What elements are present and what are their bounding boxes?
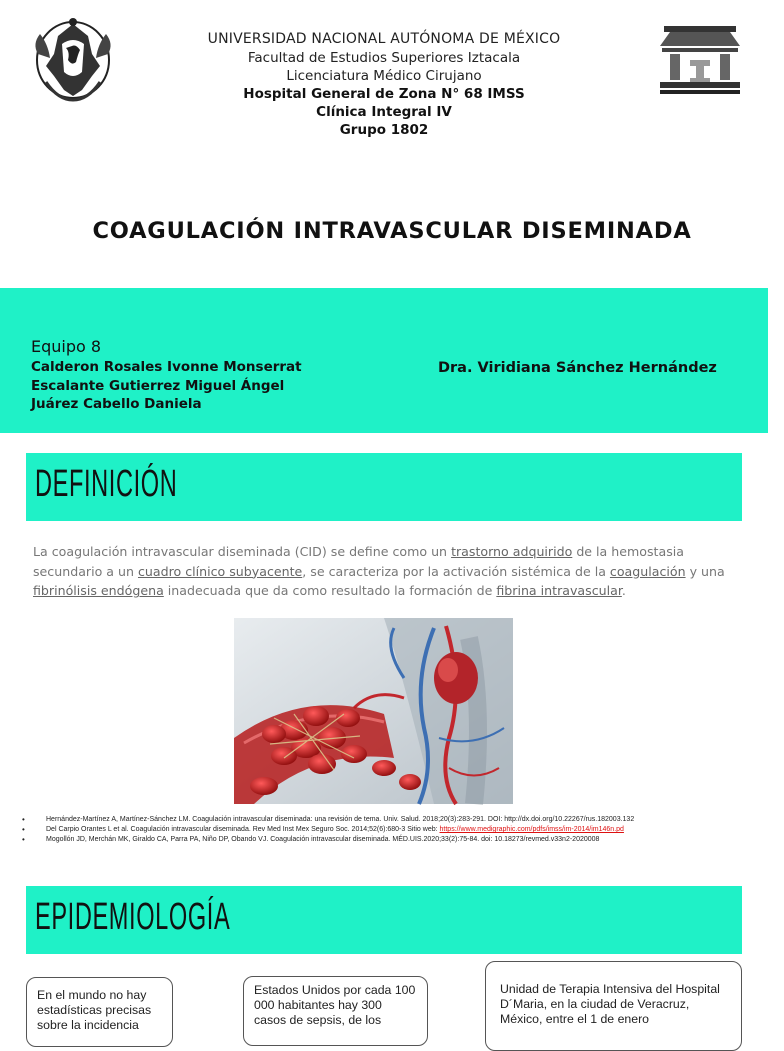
unam-crest-logo bbox=[28, 14, 118, 104]
definition-text: y una bbox=[685, 563, 725, 579]
definition-underlined-term: trastorno adquirido bbox=[451, 544, 573, 559]
references-list bbox=[22, 815, 762, 845]
definition-underlined-term: cuadro clínico subyacente bbox=[137, 563, 303, 579]
definition-text: de la hemostasia secundario a un bbox=[33, 544, 684, 579]
definition-heading: DEFINICIÓN bbox=[35, 463, 178, 505]
team-member: Escalante Gutierrez Miguel Ángel bbox=[31, 377, 285, 394]
reference-text: Hernández-Martínez A, Martínez-Sánchez LM. Coagulación intravascular diseminada: una revisión de tema. Univ. Salud. 2018;20(3):283-291. DOI: http://dx.doi.org/10.22267/rus.182003.132 bbox=[46, 816, 635, 823]
team-block bbox=[31, 336, 302, 414]
reference-text: Del Carpio Orantes L et al. Coagulación intravascular diseminada. Rev Med Inst Mex Seguro Soc. 2014;52(6):680-3 Sitio web: bbox=[46, 826, 440, 833]
degree-name: Licenciatura Médico Cirujano bbox=[286, 68, 482, 84]
reference-item bbox=[22, 815, 762, 825]
definition-section-header bbox=[26, 453, 742, 521]
definition-paragraph bbox=[33, 542, 737, 601]
blood-clot-heart-icon bbox=[234, 618, 513, 804]
document-title: COAGULACIÓN INTRAVASCULAR DISEMINADA bbox=[92, 218, 692, 244]
unam-crest-icon bbox=[28, 14, 118, 104]
blood-clot-illustration bbox=[234, 618, 513, 804]
fes-iztacala-logo bbox=[656, 18, 744, 96]
institution-header bbox=[150, 30, 618, 139]
epidemiology-card bbox=[485, 961, 742, 1051]
epidemiology-card-text: En el mundo no hay estadísticas precisas sobre la incidencia bbox=[37, 988, 152, 1032]
clinic-name: Clínica Integral IV bbox=[316, 104, 452, 120]
definition-text: La coagulación intravascular diseminada (CID) se define como un bbox=[33, 544, 452, 559]
definition-underlined-term: fibrina intravascular bbox=[496, 583, 622, 599]
reference-link[interactable]: https://www.medigraphic.com/pdfs/imss/im-2014/im146n.pd bbox=[439, 826, 624, 833]
team-label: Equipo 8 bbox=[31, 337, 102, 356]
hospital-name: Hospital General de Zona N° 68 IMSS bbox=[243, 86, 525, 102]
definition-text: inadecuada que da como resultado la formación de bbox=[163, 583, 497, 599]
epidemiology-heading: EPIDEMIOLOGÍA bbox=[35, 896, 231, 938]
epidemiology-card-text: Estados Unidos por cada 100 000 habitantes hay 300 casos de sepsis, de los bbox=[254, 983, 416, 1027]
team-member: Juárez Cabello Daniela bbox=[31, 396, 202, 412]
epidemiology-card-text: Unidad de Terapia Intensiva del Hospital D´Maria, en la ciudad de Veracruz, México, entre el 1 de enero bbox=[500, 982, 720, 1026]
university-name: UNIVERSIDAD NACIONAL AUTÓNOMA DE MÉXICO bbox=[207, 31, 561, 47]
definition-text: , se caracteriza por la activación sistémica de la bbox=[302, 563, 610, 579]
epidemiology-section-header bbox=[26, 886, 742, 954]
doctor-name: Dra. Viridiana Sánchez Hernández bbox=[438, 360, 717, 376]
reference-item bbox=[22, 835, 762, 845]
reference-item bbox=[22, 825, 762, 835]
definition-underlined-term: fibrinólisis endógena bbox=[33, 583, 164, 599]
team-member: Calderon Rosales Ivonne Monserrat bbox=[31, 359, 302, 375]
reference-text: Mogollón JD, Merchán MK, Giraldo CA, Parra PA, Niño DP, Obando VJ. Coagulación intravascular diseminada. MÉD.UIS.2020;33(2):75-84. doi: 10.18273/revmed.v33n2-2020008 bbox=[46, 836, 600, 843]
epidemiology-card bbox=[243, 976, 428, 1046]
group-name: Grupo 1802 bbox=[339, 122, 429, 138]
definition-text: . bbox=[621, 583, 626, 599]
fes-iztacala-building-icon bbox=[656, 18, 744, 96]
team-banner bbox=[0, 288, 768, 433]
epidemiology-card bbox=[26, 977, 173, 1047]
faculty-name: Facultad de Estudios Superiores Iztacala bbox=[247, 50, 521, 66]
definition-underlined-term: coagulación bbox=[609, 563, 686, 579]
